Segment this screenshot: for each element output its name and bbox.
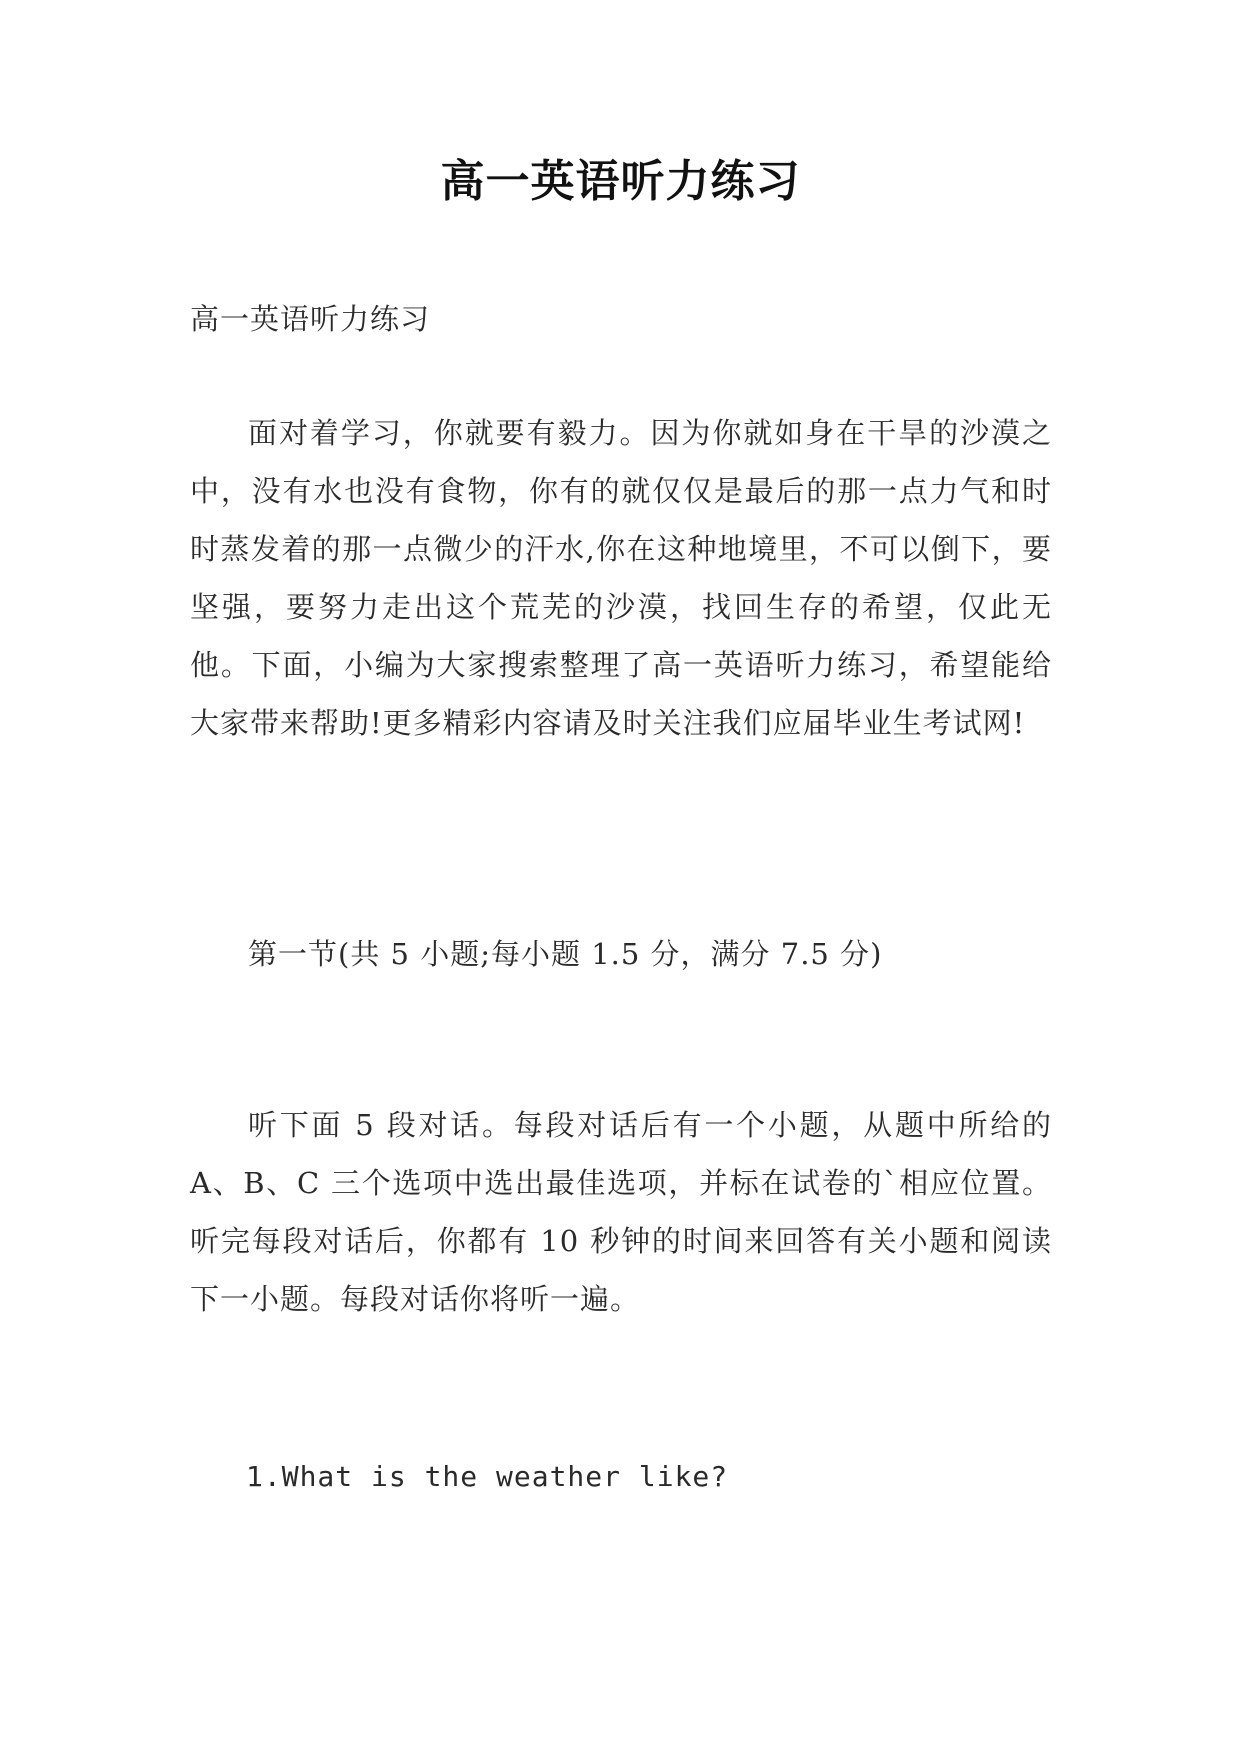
document-subtitle: 高一英语听力练习: [190, 302, 431, 336]
document-title: 高一英语听力练习: [440, 156, 801, 207]
question-1: 1.What is the weather like?: [246, 1460, 729, 1493]
instructions-paragraph: 听下面 5 段对话。每段对话后有一个小题，从题中所给的 A、B、C 三个选项中选出最佳选项，并标在试卷的`相应位置。听完每段对话后，你都有 10 秒钟的时间来回答有关小题和阅读下一小题。每段对话你将听一遍。: [190, 1108, 1052, 1316]
section-heading: 第一节(共 5 小题;每小题 1.5 分，满分 7.5 分): [248, 937, 883, 971]
intro-paragraph: 面对着学习，你就要有毅力。因为你就如身在干旱的沙漠之中，没有水也没有食物，你有的就仅仅是最后的那一点力气和时时蒸发着的那一点微少的汗水,你在这种地境里，不可以倒下，要坚强，要努力走出这个荒芜的沙漠，找回生存的希望，仅此无他。下面，小编为大家搜索整理了高一英语听力练习，希望能给大家带来帮助!更多精彩内容请及时关注我们应届毕业生考试网!: [190, 416, 1052, 740]
